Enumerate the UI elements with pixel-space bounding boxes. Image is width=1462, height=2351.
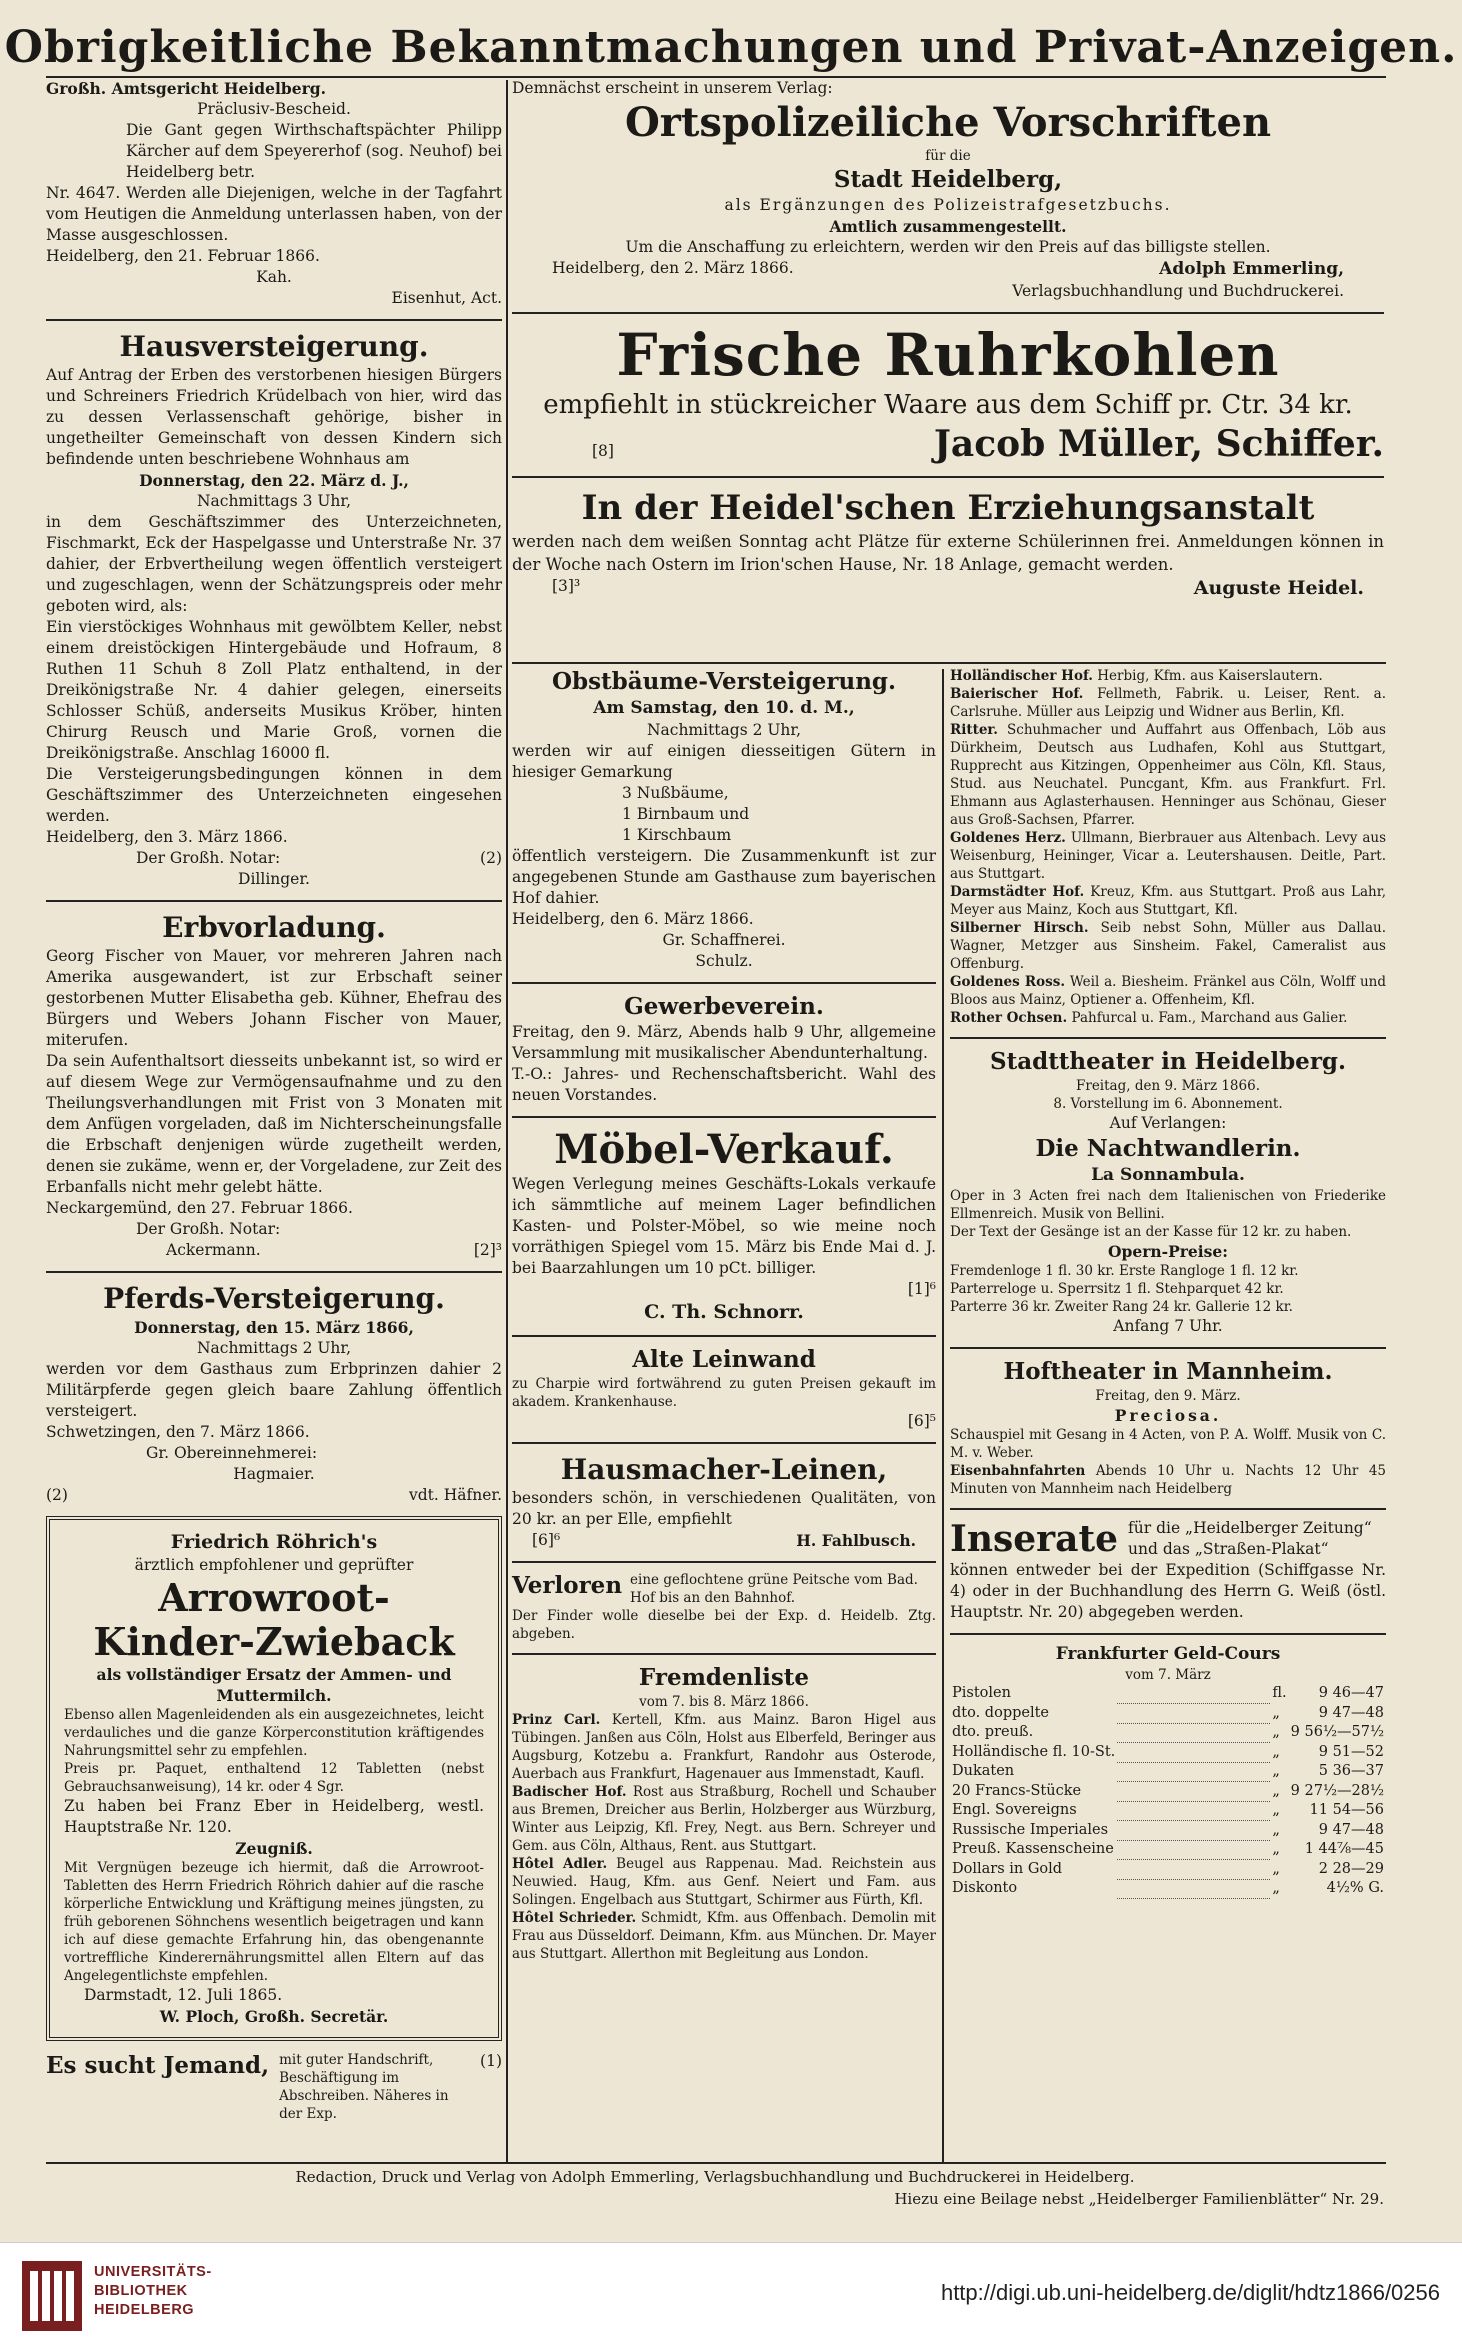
dot-leader — [1117, 1762, 1270, 1782]
announcement-compiled: Amtlich zusammengestellt. — [829, 217, 1067, 236]
insertion-count: [3]³ — [552, 577, 581, 595]
exchange-rates — [950, 1643, 1386, 1899]
column-right — [950, 667, 1386, 2164]
horse-auction-title: Pferds-Versteigerung. — [103, 1282, 445, 1315]
list-item — [512, 1909, 936, 1963]
regulations-announcement — [512, 78, 1384, 302]
currency-rate: 9 56½—57½ — [1290, 1724, 1384, 1740]
dot-leader — [1117, 1782, 1270, 1802]
library-name — [94, 2263, 212, 2320]
summons-body-2: Da sein Aufenthaltsort diesseits unbekannt ist, so wird er auf diesem Wege zur Vermögensaufnahme und zu den Theilungsverhandlungen mit Frist von 3 Monaten mit dem Anfügen vorgeladen, daß im Nichterscheinungsfalle die Erbschaft denjenigen würde zugetheilt werden, denen sie zukäme, wenn er, der Vorgeladene, zur Zeit des Erbanfalls nicht mehr gelebt hätte. — [46, 1052, 502, 1196]
guest-list: Herbig, Kfm. aus Kaiserslautern. — [1097, 668, 1323, 684]
insertion-count: [2]³ — [473, 1241, 502, 1259]
court-name: Großh. Amtsgericht Heidelberg. — [46, 79, 326, 98]
guest-list: Kertell, Kfm. aus Mainz. Baron Higel aus Tübingen. Janßen aus Cöln, Holst aus Elberfeld, Beringer aus Augsburg, Kotzebu a. Frankfurt, Randohr aus Osterode, Auerbach aus Frankfurt, Hagenauer aus Immenstadt, Kaufl. — [512, 1712, 937, 1782]
currency-name: Preuß. Kassenscheine — [952, 1841, 1114, 1857]
fruit-tree-item: 1 Birnbaum und — [622, 805, 750, 823]
trade-association — [512, 992, 936, 1106]
arrowroot-date: Darmstadt, 12. Juli 1865. — [84, 1986, 283, 2004]
currency-rate: 1 44⅞—45 — [1304, 1841, 1384, 1857]
theater-heidelberg-performance: 8. Vorstellung im 6. Abonnement. — [1053, 1096, 1283, 1112]
divider — [950, 1633, 1386, 1635]
coal-advert — [512, 322, 1384, 466]
furniture-sale — [512, 1126, 936, 1325]
currency-rate: 11 54—56 — [1309, 1802, 1384, 1818]
publisher-role: Verlagsbuchhandlung und Buchdruckerei. — [1012, 282, 1344, 300]
announcement-date: Heidelberg, den 2. März 1866. — [552, 259, 794, 277]
table-row — [950, 1704, 1386, 1724]
linen-body: besonders schön, in verschiedenen Qualitäten, von 20 kr. an per Elle, empfiehlt — [512, 1489, 936, 1528]
currency-unit: fl. — [1272, 1685, 1287, 1701]
school-body: werden nach dem weißen Sonntag acht Plätze für externe Schülerinnen frei. Anmeldungen können in der Woche nach Ostern im Irion'schen Hause, Nr. 18 Anlage, gemacht werden. — [512, 532, 1384, 574]
furniture-sale-title: Möbel-Verkauf. — [554, 1126, 894, 1173]
hotel-name: Ritter. — [950, 722, 998, 738]
column-left — [46, 78, 502, 2164]
fruit-tree-role: Gr. Schaffnerei. — [662, 931, 786, 949]
currency-unit: „ — [1272, 1704, 1280, 1721]
insertion-count: [8] — [592, 442, 614, 460]
theater-mannheim-play: Preciosa. — [1114, 1406, 1222, 1425]
theater-prices-title: Opern-Preise: — [1108, 1242, 1228, 1261]
visitor-list — [512, 1663, 936, 1963]
guest-list: Fellmeth, Fabrik. u. Leiser, Rent. a. Carlsruhe. Müller aus Leipzig und Widner aus Berlin, Kfl. — [950, 686, 1386, 720]
table-row — [950, 1743, 1386, 1763]
currency-unit: „ — [1272, 1821, 1280, 1838]
house-auction-location: in dem Geschäftszimmer des Unterzeichneten, Fischmarkt, Eck der Haspelgasse und Unterstraße Nr. 37 dahier, der Erbvertheilung wegen öffentlich versteigert und zugeschlagen, wenn der Schätzungspreis oder mehr geboten wird, als: — [46, 513, 502, 615]
guest-list: Schmidt, Kfm. aus Offenbach. Demolin mit Frau aus Düsseldorf. Deimann, Kfm. aus München. Dr. Mayer aus Stuttgart. Allerthon mit Begleitung aus London. — [512, 1910, 936, 1962]
guest-list: Rost aus Straßburg, Rochell und Schauber aus Bremen, Dreicher aus Berlin, Holzberger aus Würzburg, Winter aus Leipzig, Kfl. Frey, Negt. aus Bern. Schreyer und Gem. aus Cöln, Althaus, Rent. aus Stuttgart. — [512, 1784, 936, 1854]
guest-list: Kreuz, Kfm. aus Stuttgart. Proß aus Lahr, Meyer aus Mainz, Koch aus Stuttgart, Kfl. — [950, 884, 1386, 918]
railway-times: Abends 10 Uhr u. Nachts 12 Uhr 45 Minuten von Mannheim nach Heidelberg — [950, 1463, 1386, 1497]
column-wide — [512, 78, 1384, 599]
advert-info-title: Inserate — [950, 1518, 1119, 1560]
theater-start-time: Anfang 7 Uhr. — [1113, 1317, 1223, 1335]
job-wanted-title: Es sucht Jemand, — [46, 2052, 270, 2079]
house-auction-date: Donnerstag, den 22. März d. J., — [139, 471, 409, 490]
house-auction-intro: Auf Antrag der Erben des verstorbenen hiesigen Bürgers und Schreiners Friedrich Krüdelbach von hier, wird das zu dessen Verlassenschaft gehörige, bisher in ungetheilter Gemeinschaft von dessen Kindern sich befindende unten beschriebene Wohnhaus am — [46, 366, 502, 468]
summons-role: Der Großh. Notar: — [136, 1220, 281, 1238]
coal-signature: Jacob Müller, Schiffer. — [933, 423, 1384, 465]
horse-auction-body: werden vor dem Gasthaus zum Erbprinzen dahier 2 Militärpferde gegen gleich baare Zahlung öffentlich versteigert. — [46, 1360, 502, 1420]
library-name-line: BIBLIOTHEK — [94, 2283, 188, 2299]
guest-list: Weil a. Biesheim. Fränkel aus Cöln, Wolff und Bloos aus Mainz, Optiener a. Offenheim, Kfl. — [950, 974, 1386, 1008]
currency-unit: „ — [1272, 1763, 1280, 1779]
dot-leader — [1117, 1704, 1270, 1724]
theater-mannheim — [950, 1357, 1386, 1498]
table-row — [950, 1801, 1386, 1821]
guest-list: Pahfurcal u. Fam., Marchand aus Galier. — [1071, 1010, 1348, 1026]
hotel-name: Silberner Hirsch. — [950, 920, 1089, 936]
currency-unit: „ — [1272, 1743, 1280, 1760]
advert-info — [950, 1518, 1386, 1623]
currency-name: Dollars in Gold — [952, 1860, 1063, 1877]
table-row — [950, 1782, 1386, 1802]
dot-leader — [1117, 1879, 1270, 1899]
fruit-tree-time: Nachmittags 2 Uhr, — [646, 721, 802, 739]
notary-signature: Dillinger. — [238, 870, 310, 888]
arrowroot-subtitle: ärztlich empfohlener und geprüfter — [134, 1556, 414, 1574]
divider — [950, 1508, 1386, 1510]
lost-title: Verloren — [512, 1572, 623, 1599]
currency-rate: 5 36—37 — [1318, 1763, 1384, 1779]
theater-mannheim-title: Hoftheater in Mannheim. — [1003, 1358, 1333, 1385]
railway-label: Eisenbahnfahrten — [950, 1463, 1086, 1479]
insertion-count: [6]⁵ — [907, 1412, 936, 1430]
list-item — [950, 1009, 1386, 1027]
visitor-list-continued — [950, 667, 1386, 1027]
column-divider-right — [942, 669, 944, 2162]
guest-list: Beugel aus Rappenau. Mad. Reichstein aus Neuwied. Haug, Kfm. aus Genf. Neiert und Fam. aus Solingen. Engelbach aus Stuttgart, Schirmer aus Fürth, Kfl. — [512, 1856, 936, 1908]
divider — [950, 1037, 1386, 1039]
divider — [512, 1335, 936, 1337]
divider — [512, 982, 936, 984]
fruit-tree-date: Am Samstag, den 10. d. M., — [593, 698, 855, 718]
hotel-name: Goldenes Ross. — [950, 974, 1066, 990]
library-footer-bar — [0, 2242, 1462, 2351]
exchange-rates-title: Frankfurter Geld-Cours — [1055, 1644, 1281, 1664]
lost-item-body: Der Finder wolle dieselbe bei der Exp. d. Heidelb. Ztg. abgeben. — [512, 1608, 936, 1642]
announcement-for: für die — [925, 148, 971, 164]
old-linen-body: zu Charpie wird fortwährend zu guten Preisen gekauft im akadem. Krankenhause. — [512, 1376, 936, 1410]
house-auction-time: Nachmittags 3 Uhr, — [196, 492, 352, 510]
list-item — [950, 667, 1386, 685]
currency-rate: 9 46—47 — [1318, 1685, 1384, 1701]
theater-price-line: Parterre 36 kr. Zweiter Rang 24 kr. Gallerie 12 kr. — [950, 1299, 1293, 1315]
preclusion-notice — [46, 78, 502, 309]
school-advert — [512, 486, 1384, 601]
arrowroot-tagline: als vollständiger Ersatz der Ammen- und Muttermilch. — [96, 1665, 452, 1705]
notice-body: Nr. 4647. Werden alle Diejenigen, welche in der Tagfahrt vom Heutigen die Anmeldung unterlassen haben, von der Masse ausgeschlossen. — [46, 184, 502, 244]
horse-auction-place-date: Schwetzingen, den 7. März 1866. — [46, 1423, 310, 1441]
list-item — [950, 883, 1386, 919]
horse-auction-role: Gr. Obereinnehmerei: — [146, 1444, 318, 1462]
currency-name: Dukaten — [952, 1763, 1015, 1779]
divider — [950, 1347, 1386, 1349]
house-auction — [46, 329, 502, 890]
table-row — [950, 1684, 1386, 1704]
currency-rate: 9 47—48 — [1318, 1821, 1384, 1838]
hotel-name: Hôtel Schrieder. — [512, 1910, 637, 1926]
currency-unit: „ — [1272, 1724, 1280, 1740]
dot-leader — [1117, 1801, 1270, 1821]
dot-leader — [1117, 1860, 1270, 1880]
list-item — [512, 1855, 936, 1909]
notice-title: Präclusiv-Bescheid. — [197, 100, 351, 118]
currency-unit: „ — [1272, 1841, 1280, 1857]
advert-info-target: für die „Heidelberger Zeitung“ und das „Straßen-Plakat“ — [1128, 1519, 1372, 1558]
column-divider-left — [506, 80, 508, 2162]
theater-mannheim-date: Freitag, den 9. März. — [1095, 1388, 1241, 1404]
currency-rate: 9 51—52 — [1318, 1743, 1384, 1760]
divider — [512, 1116, 936, 1118]
theater-mannheim-description: Schauspiel mit Gesang in 4 Acten, von P. A. Wolff. Musik von C. M. v. Weber. — [950, 1427, 1386, 1461]
job-wanted-text: mit guter Handschrift, Beschäftigung im Abschreiben. Näheres in der Exp. — [279, 2052, 449, 2122]
notice-signature: Eisenhut, Act. — [391, 289, 502, 307]
arrowroot-signature: W. Ploch, Großh. Secretär. — [159, 2007, 389, 2026]
currency-name: Diskonto — [952, 1880, 1018, 1896]
source-url-link[interactable]: http://digi.ub.uni-heidelberg.de/diglit/hdtz1866/0256 — [940, 2280, 1440, 2305]
fruit-tree-body: werden wir auf einigen diesseitigen Gütern in hiesiger Gemarkung — [512, 742, 936, 781]
list-item — [950, 973, 1386, 1009]
footer-rule — [46, 2162, 1386, 2164]
notice-date: Heidelberg, den 21. Februar 1866. — [46, 247, 320, 265]
job-wanted-ad — [46, 2051, 502, 2123]
lost-item-description: eine geflochtene grüne Peitsche vom Bad. Hof bis an den Bahnhof. — [630, 1572, 918, 1606]
currency-rate: 9 27½—28½ — [1290, 1782, 1384, 1799]
coal-body: empfiehlt in stückreicher Waare aus dem Schiff pr. Ctr. 34 kr. — [543, 390, 1353, 420]
house-auction-terms: Die Versteigerungsbedingungen können in dem Geschäftszimmer des Unterzeichneten eingesehen werden. — [46, 765, 502, 825]
dot-leader — [1117, 1723, 1270, 1743]
arrowroot-body-1: Ebenso allen Magenleidenden als ein ausgezeichnetes, leicht verdauliches und die ganze Körperconstitution kräftigendes Nahrungsmittel sehr zu empfehlen. — [64, 1707, 484, 1759]
divider — [512, 1442, 936, 1444]
currency-rate: 4½% G. — [1326, 1880, 1384, 1896]
list-item — [512, 1711, 936, 1783]
hotel-name: Hôtel Adler. — [512, 1856, 608, 1872]
hotel-name: Rother Ochsen. — [950, 1010, 1068, 1026]
currency-rate: 9 47—48 — [1318, 1704, 1384, 1721]
old-linen-ad — [512, 1345, 936, 1432]
divider — [46, 1271, 502, 1273]
university-seal-icon — [22, 2261, 82, 2331]
insertion-count: [1]⁶ — [907, 1280, 936, 1298]
arrowroot-testimonial: Mit Vergnügen bezeuge ich hiermit, daß die Arrowroot-Tabletten des Herrn Friedrich Röhrich dahier auf die rasche körperliche Entwicklung und Kräftigung meines jüngsten, zu früh geborenen Söhnchens wesentlich beigetragen und kann ich auf diese gemachte Erfahrung hin, das obengenannte vortreffliche Kinderernährungsmittel allen Eltern auf das Angelegentlichste empfehlen. — [64, 1860, 484, 1984]
fruit-tree-item: 3 Nußbäume, — [622, 784, 729, 802]
section-rule — [512, 662, 1386, 664]
linen-ad — [512, 1452, 936, 1551]
table-row — [950, 1762, 1386, 1782]
summons-title: Erbvorladung. — [162, 911, 386, 944]
trade-association-body: Freitag, den 9. März, Abends halb 9 Uhr, allgemeine Versammlung mit musikalischer Abendunterhaltung. — [512, 1023, 936, 1062]
theater-heidelberg-play: Die Nachtwandlerin. — [1035, 1135, 1301, 1162]
guest-list: Schuhmacher und Auffahrt aus Offenbach, Löb aus Dürkheim, Deutsch aus Ludhafen, Kohl aus Stuttgart, Rupprecht aus Kitzingen, Oppenheimer aus Cöln, Kfl. Staus, Stud. aus Neuchatel. Puncgant, Kfm. aus Frankfurt. Frl. Ehmann aus Aglasterhausen. Henninger aus Schönau, Gieser aus Groß-Sachsen, Pfarrer. — [950, 722, 1386, 828]
furniture-sale-signature: C. Th. Schnorr. — [644, 1301, 804, 1323]
divider — [46, 900, 502, 902]
hotel-name: Darmstädter Hof. — [950, 884, 1085, 900]
list-item — [950, 685, 1386, 721]
announcement-body: Um die Anschaffung zu erleichtern, werden wir den Preis auf das billigste stellen. — [625, 238, 1271, 256]
guest-list: Ullmann, Bierbrauer aus Altenbach. Levy aus Weisenburg, Heininger, Vicar a. Leutershausen. Deitle, Part. aus Stuttgart. — [950, 830, 1386, 882]
currency-name: dto. preuß. — [952, 1724, 1034, 1740]
lost-item-ad — [512, 1571, 936, 1643]
exchange-rates-table — [950, 1684, 1386, 1899]
fruit-tree-signature: Schulz. — [695, 952, 753, 970]
visitor-list-range: vom 7. bis 8. März 1866. — [639, 1694, 809, 1710]
arrowroot-price: Preis pr. Paquet, enthaltend 12 Tabletten (nebst Gebrauchsanweisung), 14 kr. oder 4 Sgr. — [64, 1761, 484, 1795]
old-linen-title: Alte Leinwand — [632, 1346, 816, 1373]
announcement-subtitle: als Ergänzungen des Polizeistrafgesetzbuchs. — [724, 196, 1172, 214]
list-item — [950, 829, 1386, 883]
school-signature: Auguste Heidel. — [1193, 577, 1364, 599]
linen-signature: H. Fahlbusch. — [796, 1531, 916, 1550]
hotel-name: Baierischer Hof. — [950, 686, 1084, 702]
trade-association-title: Gewerbeverein. — [624, 993, 824, 1020]
notice-subject: Die Gant gegen Wirthschaftspächter Philipp Kärcher auf dem Speyererhof (sog. Neuhof) bei Heidelberg betr. — [126, 121, 502, 181]
currency-unit: „ — [1272, 1880, 1280, 1896]
currency-name: Russische Imperiales — [952, 1821, 1109, 1838]
currency-unit: „ — [1272, 1782, 1280, 1799]
supplement-note: Hiezu eine Beilage nebst „Heidelberger Familienblätter“ Nr. 29. — [894, 2190, 1384, 2208]
imprint — [46, 2166, 1384, 2210]
hotel-name: Badischer Hof. — [512, 1784, 627, 1800]
hotel-name: Prinz Carl. — [512, 1712, 601, 1728]
table-row — [950, 1879, 1386, 1899]
arrowroot-seller: Zu haben bei Franz Eber in Heidelberg, westl. Hauptstraße Nr. 120. — [64, 1797, 484, 1836]
inheritance-summons — [46, 910, 502, 1261]
column-center — [512, 667, 936, 2164]
insertion-count: (1) — [480, 2052, 502, 2070]
publisher-name: Adolph Emmerling, — [1159, 259, 1344, 279]
currency-name: Engl. Sovereigns — [952, 1802, 1077, 1818]
theater-price-line: Fremdenloge 1 fl. 30 kr. Erste Rangloge 1 fl. 12 kr. — [950, 1263, 1299, 1279]
coal-title: Frische Ruhrkohlen — [616, 321, 1280, 389]
theater-price-line: Parterreloge u. Sperrsitz 1 fl. Stehparquet 42 kr. — [950, 1281, 1284, 1297]
dot-leader — [1117, 1743, 1270, 1763]
hotel-name: Goldenes Herz. — [950, 830, 1066, 846]
theater-heidelberg-libretto: Der Text der Gesänge ist an der Kasse für 12 kr. zu haben. — [950, 1224, 1352, 1240]
list-item — [950, 721, 1386, 829]
dot-leader — [1117, 1840, 1270, 1860]
dot-leader — [1117, 1821, 1270, 1841]
hotel-name: Holländischer Hof. — [950, 668, 1093, 684]
furniture-sale-body: Wegen Verlegung meines Geschäfts-Lokals verkaufe ich sämmtliche auf meinem Lager befindlichen Kasten- und Polster-Möbel, so wie meine noch vorräthigen Spiegel vom 15. März bis Ende Mai d. J. bei Baarzahlungen um 10 pCt. billiger. — [512, 1175, 936, 1277]
fruit-tree-body-2: öffentlich versteigern. Die Zusammenkunft ist zur angegebenen Stunde am Gasthause zum bayerischen Hof dahier. — [512, 847, 936, 907]
currency-name: Holländische fl. 10-St. — [952, 1743, 1116, 1760]
school-title: In der Heidel'schen Erziehungsanstalt — [581, 488, 1315, 528]
divider — [512, 312, 1384, 314]
arrowroot-product-line-2: Kinder-Zwieback — [93, 1619, 455, 1664]
currency-unit: „ — [1272, 1802, 1280, 1818]
currency-unit: „ — [1272, 1860, 1280, 1877]
notice-name: Kah. — [256, 268, 292, 286]
horse-auction-signature: Hagmaier. — [233, 1465, 315, 1483]
theater-heidelberg — [950, 1047, 1386, 1337]
masthead: Obrigkeitliche Bekanntmachungen und Privat-Anzeigen. — [4, 22, 1458, 73]
list-item — [512, 1783, 936, 1855]
summons-date: Neckargemünd, den 27. Februar 1866. — [46, 1199, 353, 1217]
currency-name: Pistolen — [952, 1685, 1011, 1701]
horse-auction-time: Nachmittags 2 Uhr, — [196, 1339, 352, 1357]
summons-signature: Ackermann. — [166, 1241, 261, 1259]
visitor-list-title: Fremdenliste — [638, 1664, 810, 1691]
fruit-tree-auction — [512, 667, 936, 972]
library-name-line: HEIDELBERG — [94, 2302, 195, 2318]
list-item — [950, 919, 1386, 973]
table-row — [950, 1821, 1386, 1841]
insertion-count: (2) — [480, 849, 502, 867]
currency-name: dto. doppelte — [952, 1704, 1050, 1721]
theater-heidelberg-play-italian: La Sonnambula. — [1091, 1165, 1245, 1185]
fruit-tree-place-date: Heidelberg, den 6. März 1866. — [512, 910, 754, 928]
table-row — [950, 1723, 1386, 1743]
summons-body-1: Georg Fischer von Mauer, vor mehreren Jahren nach Amerika ausgewandert, ist zur Erbschaft seiner gestorbenen Mutter Elisabetha geb. Kühner, Ehefrau des Bürgers und Webers Johann Fischer von Mauer, miterufen. — [46, 947, 502, 1049]
imprint-line: Redaction, Druck und Verlag von Adolph Emmerling, Verlagsbuchhandlung und Buchdruckerei in Heidelberg. — [295, 2168, 1135, 2186]
dot-leader — [1117, 1684, 1270, 1704]
arrowroot-advert — [46, 1516, 502, 2041]
divider — [512, 476, 1384, 478]
divider — [512, 1561, 936, 1563]
table-row — [950, 1860, 1386, 1880]
trade-association-agenda: T.-O.: Jahres- und Rechenschaftsbericht. Wahl des neuen Vorstandes. — [512, 1065, 936, 1104]
arrowroot-maker: Friedrich Röhrich's — [170, 1531, 378, 1553]
theater-heidelberg-request: Auf Verlangen: — [1109, 1114, 1227, 1132]
table-row — [950, 1840, 1386, 1860]
insertion-count: (2) — [46, 1486, 68, 1504]
theater-heidelberg-date: Freitag, den 9. März 1866. — [1076, 1078, 1260, 1094]
fruit-tree-title: Obstbäume-Versteigerung. — [551, 668, 897, 695]
fruit-tree-item: 1 Kirschbaum — [622, 826, 732, 844]
linen-title: Hausmacher-Leinen, — [560, 1453, 888, 1486]
advert-info-body: können entweder bei der Expedition (Schiffgasse Nr. 4) oder in der Buchhandlung des Herrn G. Weiß (östl. Hauptstr. Nr. 20) abgegeben werden. — [950, 1561, 1386, 1621]
announcement-city: Stadt Heidelberg, — [833, 166, 1063, 193]
house-auction-title: Hausversteigerung. — [119, 330, 429, 363]
exchange-rates-date: vom 7. März — [1125, 1667, 1211, 1683]
currency-rate: 2 28—29 — [1318, 1860, 1384, 1877]
currency-name: 20 Francs-Stücke — [952, 1782, 1082, 1799]
announcement-title: Ortspolizeiliche Vorschriften — [624, 99, 1272, 146]
divider — [46, 319, 502, 321]
insertion-count: [6]⁶ — [532, 1531, 561, 1549]
arrowroot-product-line-1: Arrowroot- — [158, 1575, 390, 1620]
theater-heidelberg-description: Oper in 3 Acten frei nach dem Italienischen von Friederike Ellmenreich. Musik von Bellini. — [950, 1188, 1386, 1222]
horse-auction-date: Donnerstag, den 15. März 1866, — [134, 1318, 414, 1337]
house-auction-date-signed: Heidelberg, den 3. März 1866. — [46, 828, 288, 846]
guest-list: Seib nebst Sohn, Müller aus Dallau. Wagner, Metzger aus Sinsheim. Fakel, Cameralist aus Offenburg. — [950, 920, 1386, 972]
notary-role: Der Großh. Notar: — [136, 849, 281, 867]
library-name-line: UNIVERSITÄTS- — [94, 2264, 212, 2280]
house-auction-property: Ein vierstöckiges Wohnhaus mit gewölbtem Keller, nebst einem dreistöckigen Hintergebäude und Hofraum, 8 Ruthen 11 Schuh 8 Zoll Platz enthaltend, in der Dreikönigstraße Nr. 4 dahier gelegen, einerseits Schlosser Schüß, anderseits Musikus Kröber, hinten Chirurg Reusch und Marie Groß, vornen die Dreikönigstraße. Anschlag 16000 fl. — [46, 618, 502, 762]
horse-auction — [46, 1281, 502, 1506]
theater-heidelberg-title: Stadttheater in Heidelberg. — [989, 1048, 1347, 1075]
announcement-intro: Demnächst erscheint in unserem Verlag: — [512, 79, 833, 97]
divider — [512, 1653, 936, 1655]
arrowroot-testimonial-title: Zeugniß. — [235, 1839, 313, 1858]
horse-auction-signature-2: vdt. Häfner. — [408, 1486, 502, 1504]
